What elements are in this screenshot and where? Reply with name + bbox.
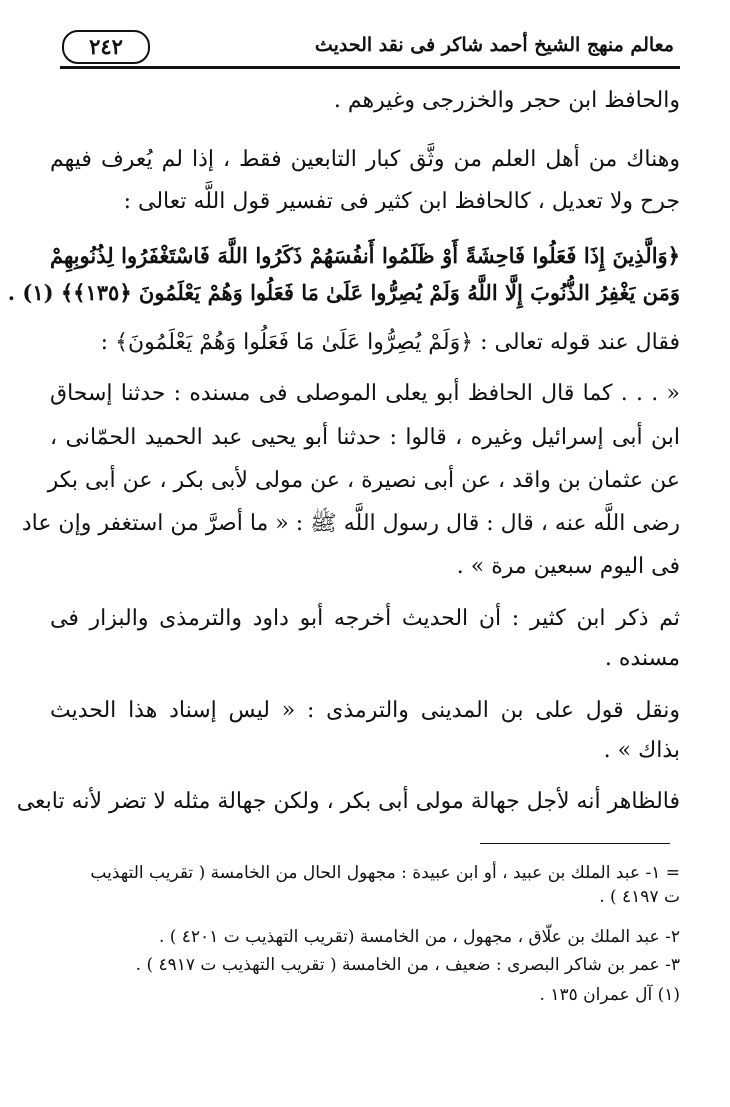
footnote-1: = ١- عبد الملك بن عبيد ، أو ابن عبيدة : مجهول الحال من الخامسة ( تقريب التهذيب xyxy=(90,863,680,883)
body-line-14: ونقل قول على بن المدينى والترمذى : « ليس إسناد هذا الحديث xyxy=(50,698,680,723)
quote-line-5: فى اليوم سبعين مرة » . xyxy=(456,554,680,579)
page-header xyxy=(60,28,680,70)
body-line-1: والحافظ ابن حجر والخزرجى وغيرهم . xyxy=(333,88,680,113)
quote-line-3: عن عثمان بن واقد ، عن أبى نصيرة ، عن مولى لأبى بكر ، عن أبى بكر xyxy=(47,468,680,493)
footnote-rule xyxy=(480,843,670,844)
body-line-3: جرح ولا تعديل ، كالحافظ ابن كثير فى تفسير قول اللَّه تعالى : xyxy=(123,189,680,214)
footnote-2: ٢- عبد الملك بن علّاق ، مجهول ، من الخامسة (تقريب التهذيب ت ٤٢٠١ ) . xyxy=(158,927,680,947)
footnote-1-cont: ت ٤١٩٧ ) . xyxy=(599,887,680,907)
body-line-13: مسنده . xyxy=(604,646,680,671)
quote-line-1: « . . . كما قال الحافظ أبو يعلى الموصلى فى مسنده : حدثنا إسحاق xyxy=(50,381,680,406)
body-line-16: فالظاهر أنه لأجل جهالة مولى أبى بكر ، ولكن جهالة مثله لا تضر لأنه تابعى xyxy=(16,789,680,814)
footnote-3: ٣- عمر بن شاكر البصرى : ضعيف ، من الخامسة ( تقريب التهذيب ت ٤٩١٧ ) . xyxy=(135,955,680,975)
footnote-verse-ref: (١) آل عمران ١٣٥ . xyxy=(539,985,680,1005)
quote-line-4: رضى اللَّه عنه ، قال : قال رسول اللَّه ﷺ : « ما أصرَّ من استغفر وإن عاد xyxy=(21,511,680,536)
page-number: ٢٤٢ xyxy=(62,30,150,64)
verse-line-2: وَمَن يَغْفِرُ الذُّنُوبَ إِلَّا اللَّهُ وَلَمْ يُصِرُّوا عَلَىٰ مَا فَعَلُوا وَهُمْ يَعْلَمُونَ ﴿١٣٥﴾﴾ (١) . xyxy=(7,280,680,305)
body-line-2: وهناك من أهل العلم من وثَّق كبار التابعين فقط ، إذا لم يُعرف فيهم xyxy=(50,147,680,172)
body-line-6: فقال عند قوله تعالى : ﴿وَلَمْ يُصِرُّوا عَلَىٰ مَا فَعَلُوا وَهُمْ يَعْلَمُونَ﴾ : xyxy=(100,330,680,355)
header-rule xyxy=(60,66,680,69)
body-line-12: ثم ذكر ابن كثير : أن الحديث أخرجه أبو داود والترمذى والبزار فى xyxy=(50,606,680,631)
verse-line-1: ﴿وَالَّذِينَ إِذَا فَعَلُوا فَاحِشَةً أَوْ ظَلَمُوا أَنفُسَهُمْ ذَكَرُوا اللَّهَ فَاسْتَغْفَرُوا لِذُنُوبِهِمْ xyxy=(50,243,680,268)
header-title: معالم منهج الشيخ أحمد شاكر فى نقد الحديث xyxy=(314,34,674,56)
body-line-15: بذاك » . xyxy=(603,738,680,763)
quote-line-2: ابن أبى إسرائيل وغيره ، قالوا : حدثنا أبو يحيى عبد الحميد الحمّانى ، xyxy=(50,425,680,450)
